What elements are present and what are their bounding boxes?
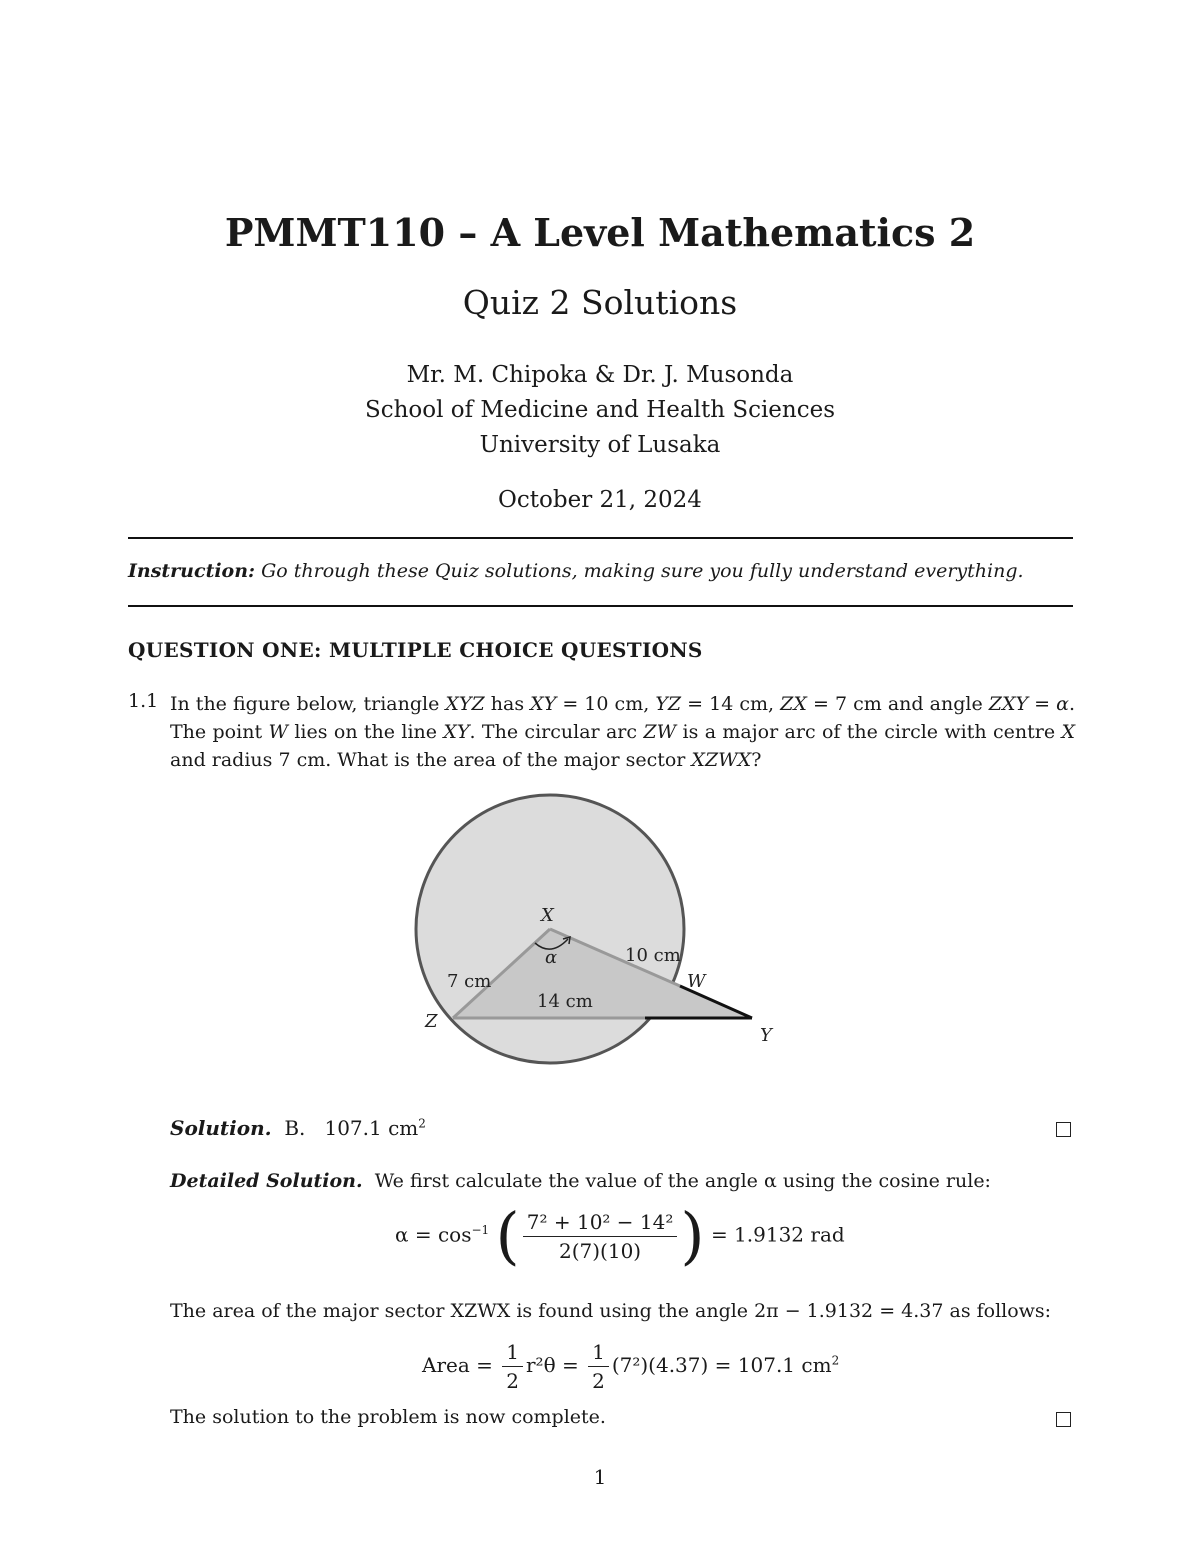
eq1-lhs: α = cos [395, 1222, 472, 1247]
detailed-label: Detailed Solution. [170, 1170, 363, 1192]
eq2-sup: 2 [831, 1353, 840, 1368]
eq2-half-1 [502, 1340, 523, 1393]
eq1-fraction [523, 1210, 678, 1263]
eq2-half-2-num: 1 [588, 1340, 609, 1367]
eq1-rhs: = 1.9132 rad [710, 1222, 845, 1247]
detailed-intro-text: We first calculate the value of the angle α using the cosine rule: [374, 1170, 991, 1192]
eq2-half-2 [588, 1340, 609, 1393]
solution-label: Solution. [170, 1116, 272, 1140]
triangle-sector-figure [405, 785, 805, 1075]
question-text: In the figure below, triangle XYZ has XY = 10 cm, YZ = 14 cm, ZX = 7 cm and angle ZXY = α. The point W lies on the line XY. The circular arc ZW is a major arc of the circle with centre X and radius 7 cm. What is the area of the major sector XZWX? [170, 693, 1075, 771]
eq2-lhs: Area = [422, 1353, 493, 1377]
label-alpha: α [545, 947, 558, 968]
authors: Mr. M. Chipoka & Dr. J. Musonda [406, 362, 794, 388]
label-yz-length: 14 cm [537, 991, 593, 1012]
eq2-half-1-num: 1 [502, 1340, 523, 1367]
label-x: X [541, 905, 554, 926]
area-equation [422, 1340, 839, 1393]
school-name: School of Medicine and Health Sciences [364, 397, 836, 423]
instruction-text: Go through these Quiz solutions, making sure you fully understand everything. [261, 560, 1024, 582]
instruction [128, 560, 1073, 582]
label-xy-length: 10 cm [625, 945, 681, 966]
cosine-rule-equation: $\alpha = \cos^{-1}$ ( $\frac{\text{7² + 10² − 14²}}{2(7)(10)}$ ) = 1.9132 rad [395, 1199, 845, 1272]
eq1-sup: −1 [471, 1222, 490, 1237]
eq2-mid: r²θ = [525, 1353, 579, 1377]
eq1-denominator: 2(7)(10) [559, 1238, 642, 1263]
label-y: Y [760, 1025, 772, 1046]
top-rule [128, 537, 1073, 539]
eq2-half-1-den: 2 [506, 1369, 519, 1393]
solution-line [170, 1116, 426, 1140]
document-subtitle: Quiz 2 Solutions [462, 283, 738, 322]
bottom-rule [128, 605, 1073, 607]
section-title: QUESTION ONE: MULTIPLE CHOICE QUESTIONS [128, 638, 703, 662]
label-w: W [687, 971, 706, 992]
sector-area-paragraph: The area of the major sector XZWX is found using the angle 2π − 1.9132 = 4.37 as follows: [170, 1300, 1052, 1322]
solution-choice: B. [284, 1116, 306, 1140]
instruction-label: Instruction: [128, 560, 256, 582]
solution-answer-sup: 2 [418, 1116, 426, 1131]
document-date: October 21, 2024 [498, 487, 702, 513]
label-z: Z [425, 1011, 438, 1032]
question-number: 1.1 [128, 690, 159, 712]
qed-square-icon [1056, 1412, 1071, 1427]
document-title: PMMT110 – A Level Mathematics 2 [224, 210, 976, 255]
conclusion-text: The solution to the problem is now complete. [170, 1406, 606, 1428]
university-name: University of Lusaka [479, 432, 721, 458]
eq2-half-2-den: 2 [592, 1369, 605, 1393]
eq1-numerator: 7² + 10² − 14² [523, 1210, 678, 1237]
label-zx-length: 7 cm [447, 971, 492, 992]
qed-square-icon [1056, 1122, 1071, 1137]
page-number: 1 [593, 1465, 607, 1489]
eq2-rhs: (7²)(4.37) = 107.1 cm [611, 1353, 832, 1377]
detailed-solution-intro [170, 1170, 1075, 1192]
solution-answer: 107.1 cm [324, 1116, 419, 1140]
